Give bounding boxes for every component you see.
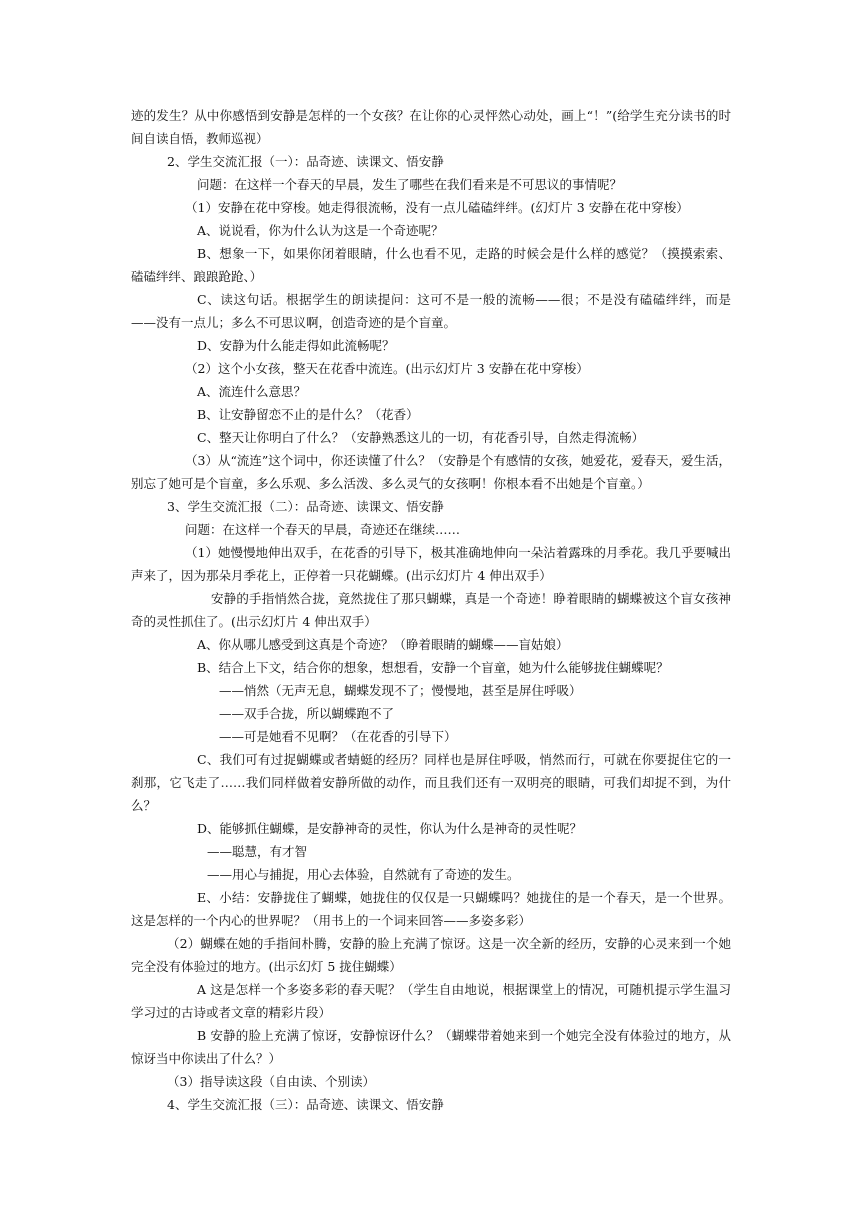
list-item: A 这是怎样一个多姿多彩的春天呢？（学生自由地说，根据课堂上的情况，可随机提示学生温习学习过的古诗或者文章的精彩片段）: [131, 982, 731, 1020]
list-item: ——聪慧，有才智: [207, 844, 308, 859]
paragraph: （2）蝴蝶在她的手指间朴腾，安静的脸上充满了惊讶。这是一次全新的经历，安静的心灵来到一个她完全没有体验过的地方。(出示幻灯 5 拢住蝴蝶）: [131, 936, 731, 974]
section-heading: 2、学生交流汇报（一）：品奇迹、读课文、悟安静: [167, 154, 444, 169]
paragraph: （3）从“流连”这个词中，你还读懂了什么？（安静是个有感情的女孩，她爱花，爱春天，爱生活，别忘了她可是个盲童，多么乐观、多么活泼、多么灵气的女孩啊！你根本看不出她是个盲童。）: [131, 453, 731, 491]
question-text: 问题：在这样一个春天的早晨，发生了哪些在我们看来是不可思议的事情呢？: [197, 177, 623, 192]
list-item: D、能够抓住蝴蝶，是安静神奇的灵性，你认为什么是神奇的灵性呢？: [197, 821, 583, 836]
list-item: C、整天让你明白了什么？（安静熟悉这儿的一切，有花香引导，自然走得流畅）: [197, 430, 645, 445]
list-item: B、结合上下文，结合你的想象，想想看，安静一个盲童，她为什么能够拢住蝴蝶呢？: [197, 660, 669, 675]
list-item: A、流连什么意思？: [197, 384, 307, 399]
list-item: C、读这句话。根据学生的朗读提问：这可不是一般的流畅——很；不是没有磕磕绊绊，而是——没有一点儿；多么不可思议啊，创造奇迹的是个盲童。: [131, 292, 731, 330]
list-item: ——可是她看不见啊？（在花香的引导下）: [219, 729, 457, 744]
list-item: ——双手合拢，所以蝴蝶跑不了: [219, 706, 395, 721]
question-text: 问题：在这样一个春天的早晨，奇迹还在继续……: [185, 522, 461, 537]
list-item: ——用心与捕捉，用心去体验，自然就有了奇迹的发生。: [207, 867, 520, 882]
list-item: D、安静为什么能走得如此流畅呢？: [197, 338, 395, 353]
section-heading: 3、学生交流汇报（二）：品奇迹、读课文、悟安静: [167, 499, 444, 514]
list-item: A、说说看，你为什么认为这是一个奇迹呢？: [197, 223, 444, 238]
paragraph: 安静的手指悄然合拢，竟然拢住了那只蝴蝶，真是一个奇迹！睁着眼睛的蝴蝶被这个盲女孩神奇的灵性抓住了。(出示幻灯片 4 伸出双手）: [131, 591, 731, 629]
document-page: [131, 104, 731, 1116]
list-item: C、我们可有过捉蝴蝶或者蜻蜓的经历？同样也是屏住呼吸，悄然而行，可就在你要捉住它的一刹那，它飞走了……我们同样做着安静所做的动作，而且我们还有一双明亮的眼睛，可我们却捉不到，为什么？: [131, 752, 731, 813]
list-item: B 安静的脸上充满了惊讶，安静惊讶什么？（蝴蝶带着她来到一个她完全没有体验过的地方，从惊讶当中你读出了什么？）: [131, 1028, 731, 1066]
paragraph: 迹的发生？从中你感悟到安静是怎样的一个女孩？在让你的心灵怦然心动处，画上“！”(给学生充分读书的时间自读自悟，教师巡视）: [131, 108, 731, 146]
list-item: B、想象一下，如果你闭着眼睛，什么也看不见，走路的时候会是什么样的感觉？（摸摸索索、磕磕绊绊、踉踉跄跄、）: [131, 246, 731, 284]
paragraph: （1）她慢慢地伸出双手，在花香的引导下，极其准确地伸向一朵沾着露珠的月季花。我几乎要喊出声来了，因为那朵月季花上，正停着一只花蝴蝶。(出示幻灯片 4 伸出双手）: [131, 545, 731, 583]
paragraph: （2）这个小女孩，整天在花香中流连。(出示幻灯片 3 安静在花中穿梭）: [185, 361, 589, 376]
paragraph: （3）指导读这段（自由读、个别读）: [167, 1074, 375, 1089]
section-heading: 4、学生交流汇报（三）：品奇迹、读课文、悟安静: [167, 1097, 444, 1112]
list-item: ——悄然（无声无息，蝴蝶发现不了；慢慢地，甚至是屏住呼吸）: [219, 683, 582, 698]
paragraph: （1）安静在花中穿梭。她走得很流畅，没有一点儿磕磕绊绊。(幻灯片 3 安静在花中穿梭）: [185, 200, 689, 215]
list-item: E、小结：安静拢住了蝴蝶，她拢住的仅仅是一只蝴蝶吗？她拢住的是一个春天，是一个世界。这是怎样的一个内心的世界呢？（用书上的一个词来回答——多姿多彩）: [131, 890, 731, 928]
list-item: B、让安静留恋不止的是什么？（花香）: [197, 407, 419, 422]
list-item: A、你从哪儿感受到这真是个奇迹？（睁着眼睛的蝴蝶——盲姑娘）: [197, 637, 569, 652]
